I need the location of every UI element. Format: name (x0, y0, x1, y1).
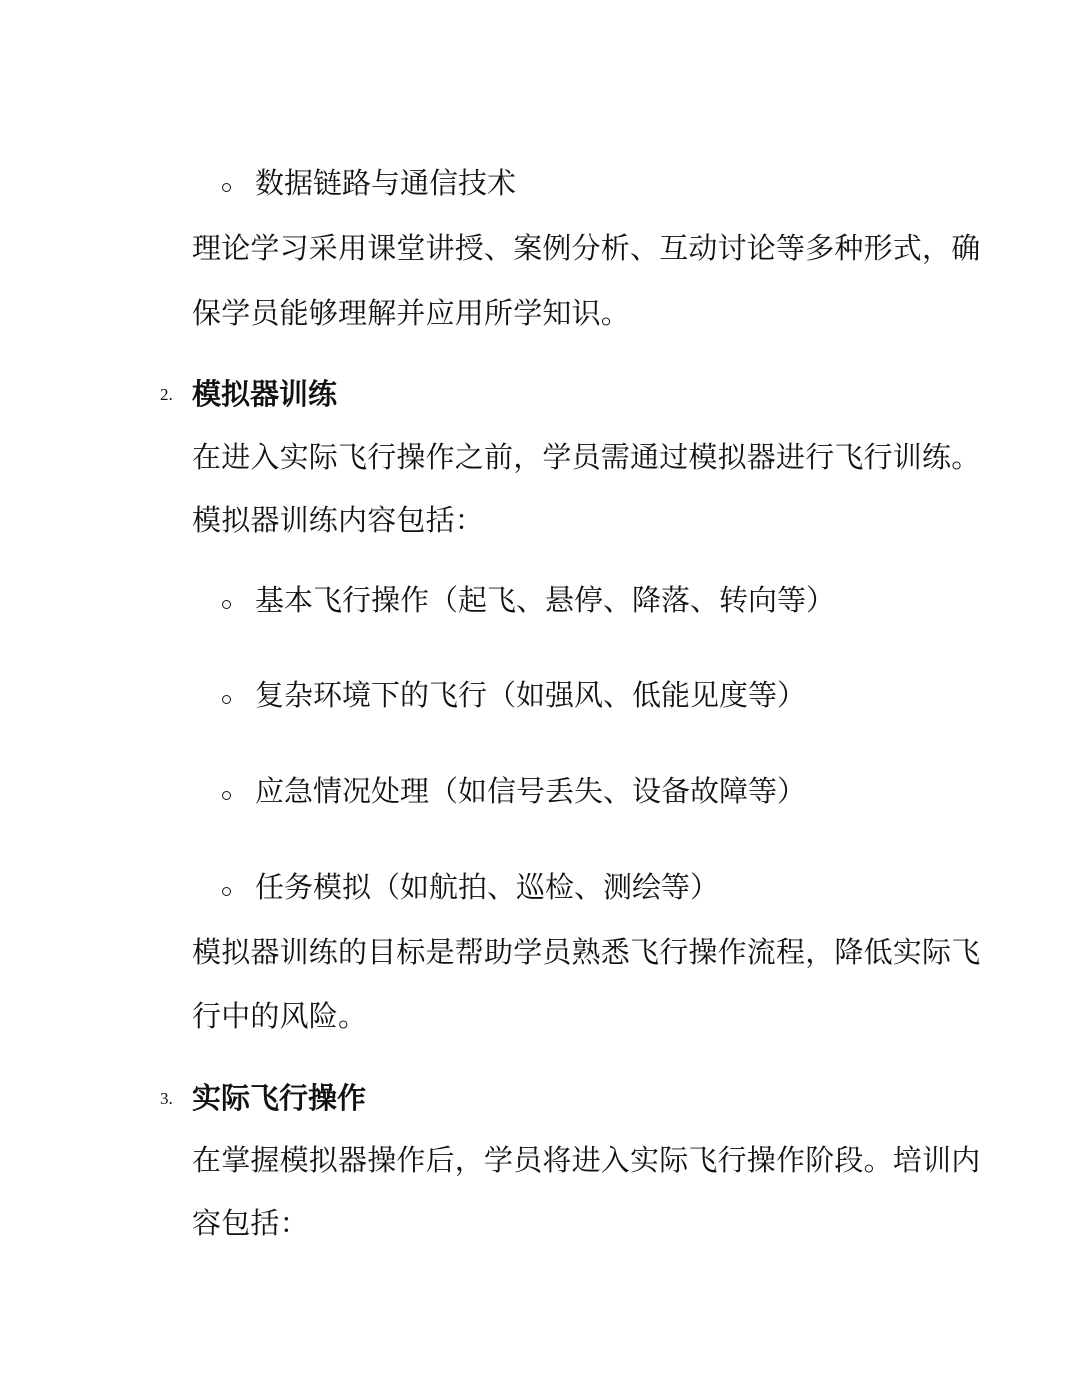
paragraph-line: 行中的风险。 (192, 999, 368, 1033)
list-item-text: 任务模拟（如航拍、巡检、测绘等） (255, 870, 720, 904)
section-title: 模拟器训练 (192, 377, 338, 411)
section-title: 实际飞行操作 (192, 1081, 367, 1115)
paragraph-line: 理论学习采用课堂讲授、案例分析、互动讨论等多种形式，确 (192, 231, 981, 265)
paragraph-line: 模拟器训练的目标是帮助学员熟悉飞行操作流程，降低实际飞 (192, 935, 981, 969)
list-item-text: 数据链路与通信技术 (255, 166, 517, 200)
hollow-circle-bullet-icon (222, 183, 231, 192)
section-number: 3. (160, 1089, 173, 1108)
paragraph-line: 模拟器训练内容包括： (192, 503, 485, 537)
paragraph-line: 在掌握模拟器操作后，学员将进入实际飞行操作阶段。培训内 (192, 1143, 981, 1177)
paragraph-line: 在进入实际飞行操作之前，学员需通过模拟器进行飞行训练。 (192, 440, 981, 474)
list-item (222, 675, 807, 715)
list-item-text: 基本飞行操作（起飞、悬停、降落、转向等） (255, 583, 836, 617)
hollow-circle-bullet-icon (222, 695, 231, 704)
list-item (222, 163, 517, 203)
section-number: 2. (160, 385, 173, 404)
hollow-circle-bullet-icon (222, 791, 231, 800)
paragraph-line: 容包括： (192, 1206, 309, 1240)
list-item (222, 580, 836, 620)
list-item-text: 复杂环境下的飞行（如强风、低能见度等） (255, 678, 807, 712)
list-item (222, 771, 807, 811)
list-item-text: 应急情况处理（如信号丢失、设备故障等） (255, 774, 807, 808)
hollow-circle-bullet-icon (222, 600, 231, 609)
list-item (222, 867, 720, 907)
paragraph-line: 保学员能够理解并应用所学知识。 (192, 296, 631, 330)
hollow-circle-bullet-icon (222, 887, 231, 896)
